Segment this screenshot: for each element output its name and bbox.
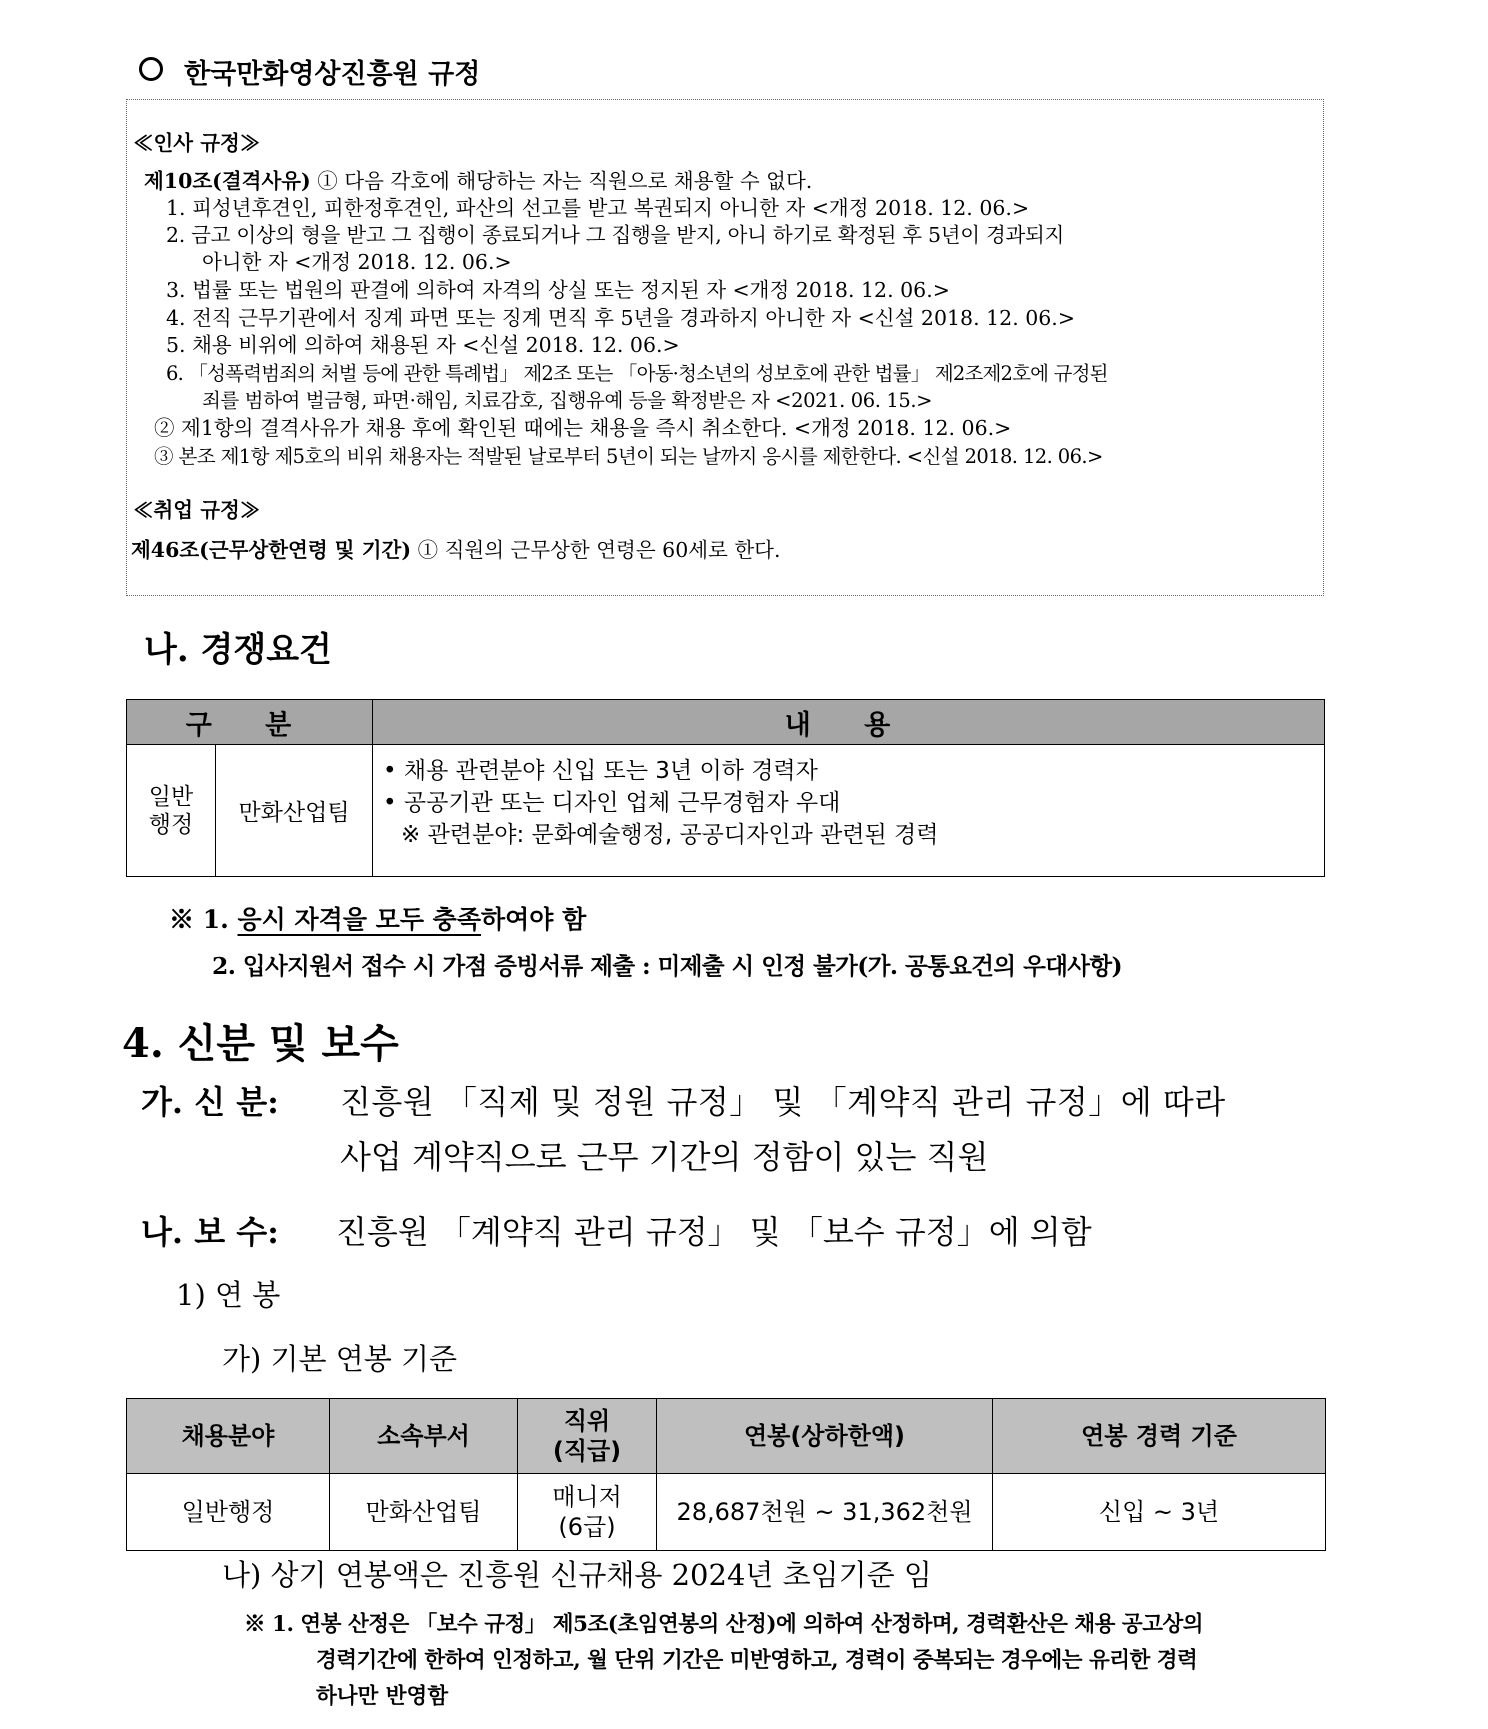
status-line-1: 진흥원 「직제 및 정원 규정」 및 「계약직 관리 규정」에 따라 [340, 1083, 1226, 1121]
article-10-item-2: 2. 금고 이상의 형을 받고 그 집행이 종료되거나 그 집행을 받지, 아니 하기로 확정된 후 5년이 경과되지 [166, 223, 1064, 247]
header-position-line-2: (직급) [552, 1437, 622, 1465]
article-10-item-3: 3. 법률 또는 법원의 판결에 의하여 자격의 상실 또는 정지된 자 <개정 2018. 12. 06.> [166, 278, 950, 302]
circle-bullet-icon [139, 57, 163, 81]
header-career: 연봉 경력 기준 [993, 1399, 1326, 1474]
table-row [127, 1474, 1326, 1551]
header-salary: 연봉(상하한액) [657, 1399, 993, 1474]
table-header-row [127, 1399, 1326, 1474]
competition-note-1 [169, 900, 586, 936]
header-position-line-1: 직위 [563, 1407, 611, 1435]
requirements-cell [373, 745, 1325, 877]
article-46-text: ① 직원의 근무상한 연령은 60세로 한다. [417, 538, 781, 562]
category-cell [127, 745, 216, 877]
pay-label: 나. 보 수: [141, 1213, 279, 1251]
header-category: 구 분 [127, 700, 373, 745]
category-line-1: 일반 [148, 783, 194, 810]
section-4-title: 4. 신분 및 보수 [122, 1020, 399, 1067]
article-10-item-5: 5. 채용 비위에 의하여 채용된 자 <신설 2018. 12. 06.> [166, 333, 680, 357]
article-10-item-4: 4. 전직 근무기관에서 징계 파면 또는 징계 면직 후 5년을 경과하지 아니한 자 <신설 2018. 12. 06.> [166, 306, 1075, 330]
article-10 [144, 168, 812, 195]
status-label: 가. 신 분: [141, 1083, 279, 1121]
dept-cell: 만화산업팀 [330, 1474, 518, 1551]
article-10-head: 제10조(결격사유) [144, 169, 311, 193]
article-10-para-3: ③ 본조 제1항 제5호의 비위 채용자는 적발된 날로부터 5년이 되는 날까지 응시를 제한한다. <신설 2018. 12. 06.> [154, 445, 1103, 468]
position-name: 매니저 [552, 1483, 622, 1511]
salary-note-line-1: ※ 1. 연봉 산정은 「보수 규정」 제5조(초임연봉의 산정)에 의하여 산정하며, 경력환산은 채용 공고상의 [244, 1612, 1204, 1637]
competition-table [126, 699, 1325, 877]
field-cell: 일반행정 [127, 1474, 330, 1551]
requirement-2: • 공공기관 또는 디자인 업체 근무경험자 우대 [383, 790, 841, 816]
article-46 [131, 537, 781, 564]
sub-basic-salary: 가) 기본 연봉 기준 [222, 1342, 458, 1376]
table-row [127, 745, 1325, 877]
personnel-regulation-title: ≪인사 규정≫ [133, 131, 261, 155]
requirement-note: ※ 관련분야: 문화예술행정, 공공디자인과 관련된 경력 [401, 822, 939, 848]
salary-cell: 28,687천원 ~ 31,362천원 [657, 1474, 993, 1551]
article-10-item-1: 1. 피성년후견인, 피한정후견인, 파산의 선고를 받고 복권되지 아니한 자 <개정 2018. 12. 06.> [166, 196, 1030, 220]
position-grade: (6급) [558, 1513, 616, 1541]
article-46-head: 제46조(근무상한연령 및 기간) [131, 538, 412, 562]
note-prefix: ※ 1. [169, 905, 238, 934]
sub-salary: 1) 연 봉 [176, 1278, 281, 1312]
requirement-1: • 채용 관련분야 신입 또는 3년 이하 경력자 [383, 758, 818, 784]
section-competition-title: 나. 경쟁요건 [144, 630, 332, 670]
employment-regulation-title: ≪취업 규정≫ [133, 498, 261, 522]
header-content: 내 용 [373, 700, 1325, 745]
article-10-item-6: 6. 「성폭력범죄의 처벌 등에 관한 특례법」 제2조 또는 「아동·청소년의 성보호에 관한 법률」 제2조제2호에 규정된 [166, 362, 1108, 385]
team-cell: 만화산업팀 [216, 745, 373, 877]
note-1-rest: 하여야 함 [480, 905, 587, 934]
header-field: 채용분야 [127, 1399, 330, 1474]
article-10-para-2: ② 제1항의 결격사유가 채용 후에 확인된 때에는 채용을 즉시 취소한다. <개정 2018. 12. 06.> [154, 416, 1012, 440]
position-cell [518, 1474, 657, 1551]
note-1-underlined: 응시 자격을 모두 충족 [237, 905, 481, 934]
category-line-2: 행정 [148, 811, 194, 838]
salary-basis-note: 나) 상기 연봉액은 진흥원 신규채용 2024년 초임기준 임 [222, 1558, 932, 1592]
article-10-item-6-cont: 죄를 범하여 벌금형, 파면·해임, 치료감호, 집행유예 등을 확정받은 자 <2021. 06. 15.> [202, 389, 933, 412]
header-dept: 소속부서 [330, 1399, 518, 1474]
salary-note-line-2: 경력기간에 한하여 인정하고, 월 단위 기간은 미반영하고, 경력이 중복되는 경우에는 유리한 경력 [316, 1648, 1198, 1673]
pay-text: 진흥원 「계약직 관리 규정」 및 「보수 규정」에 의함 [336, 1213, 1092, 1251]
salary-table [126, 1398, 1326, 1551]
salary-note-line-3: 하나만 반영함 [316, 1684, 449, 1709]
table-header-row [127, 700, 1325, 745]
regulation-heading: 한국만화영상진흥원 규정 [184, 59, 481, 90]
career-cell: 신입 ~ 3년 [993, 1474, 1326, 1551]
header-position [518, 1399, 657, 1474]
article-10-item-2-cont: 아니한 자 <개정 2018. 12. 06.> [202, 250, 512, 274]
status-line-2: 사업 계약직으로 근무 기간의 정함이 있는 직원 [340, 1138, 989, 1176]
article-10-intro: ① 다음 각호에 해당하는 자는 직원으로 채용할 수 없다. [317, 169, 813, 193]
competition-note-2: 2. 입사지원서 접수 시 가점 증빙서류 제출 : 미제출 시 인정 불가(가. 공통요건의 우대사항) [212, 952, 1123, 980]
